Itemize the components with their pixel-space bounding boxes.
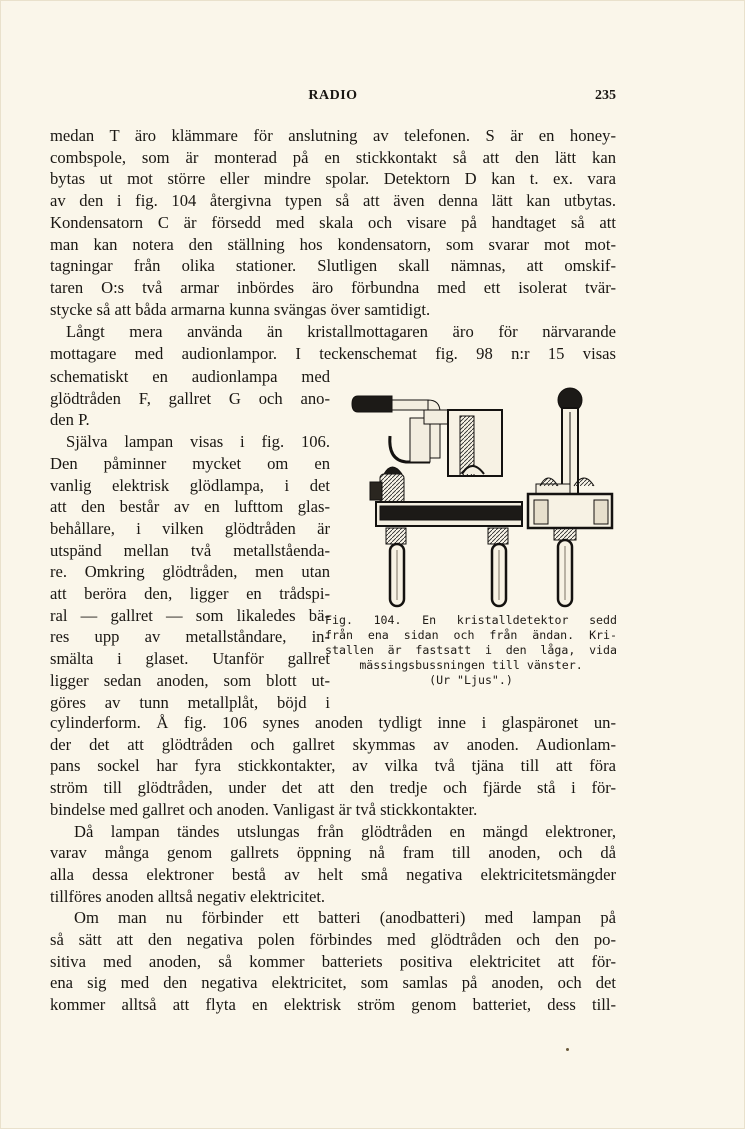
text-line: Den påminner mycket om en bbox=[50, 453, 330, 473]
caption-line: från ena sidan och från ändan. Kri- bbox=[325, 628, 617, 642]
text-line: varav många genom gallrets öppning nå fram till anoden, och då bbox=[50, 843, 616, 863]
text-line: Kondensatorn C är försedd med skala och visare på handtaget så att bbox=[50, 212, 616, 232]
text-line: re. Omkring glödtråden, men utan bbox=[50, 562, 330, 582]
text-line: bytas ut mot större eller mindre spolar. Detektorn D kan t. ex. vara bbox=[50, 169, 616, 189]
text-line: behållare, i vilken glödtråden är bbox=[50, 518, 330, 538]
text-line: bindelse med gallret och anoden. Vanligast är två stickkontakter. bbox=[50, 799, 478, 819]
text-line: utspänd mellan två metallståenda- bbox=[50, 540, 330, 560]
text-line: vanlig elektrisk glödlampa, i det bbox=[50, 475, 330, 495]
text-line: Långt mera använda än kristallmottagaren äro för närvarande bbox=[66, 322, 616, 341]
caption-line: (Ur "Ljus".) bbox=[429, 673, 513, 687]
text-line: av den i fig. 104 återgivna typen så att även denna lätt kan utbytas. bbox=[50, 191, 616, 211]
paragraph-1 bbox=[50, 125, 616, 320]
text-line: medan T äro klämmare för anslutning av telefonen. S är en honey- bbox=[50, 126, 616, 145]
text-line: ligger sedan anoden, som blott ut- bbox=[50, 670, 330, 690]
page-header bbox=[50, 88, 616, 110]
crystal-detector-drawing bbox=[340, 378, 622, 618]
text-line: Om man nu förbinder ett batteri (anodbatteri) med lampan på bbox=[74, 908, 616, 928]
paper-speck bbox=[566, 1048, 569, 1051]
text-line: der det att glödtråden och gallret skymmas av anoden. Audionlam- bbox=[50, 734, 616, 754]
caption-line: Fig. 104. En kristalldetektor sedd bbox=[325, 613, 617, 627]
text-line: taren O:s två armar inbördes äro förbundna med ett isolerat tvär- bbox=[50, 277, 616, 297]
text-line: ström till glödtråden, under det att den tredje och fjärde stå i för- bbox=[50, 778, 616, 798]
text-line: stycke så att båda armarna kunna svängas över samtidigt. bbox=[50, 299, 431, 319]
text-line: glödtråden F, gallret G och ano- bbox=[50, 388, 330, 408]
side-view bbox=[352, 396, 522, 606]
text-line: cylinderform. Å fig. 106 synes anoden tydligt inne i glaspäronet un- bbox=[50, 713, 616, 732]
text-line: alla dessa elektroner bestå av helt små negativa elektricitetsmängder bbox=[50, 864, 616, 884]
figure-caption bbox=[325, 613, 617, 688]
text-line: kommer alltså att flyta en elektrisk ström genom batteriet, dess till- bbox=[50, 995, 616, 1015]
text-line: mottagare med audionlampor. I teckenschemat fig. 98 n:r 15 visas bbox=[50, 343, 616, 363]
text-line: tagningar från olika stationer. Slutligen skall nämnas, att omskif- bbox=[50, 256, 616, 276]
text-line: tillföres anoden alltså negativ elektricitet. bbox=[50, 886, 326, 906]
wrapped-text-column bbox=[50, 366, 330, 713]
text-line: combspole, som är monterad på en stickkontakt så att den lätt kan bbox=[50, 147, 616, 167]
lower-text bbox=[50, 712, 616, 1016]
text-line: den P. bbox=[50, 410, 90, 430]
page-number: 235 bbox=[595, 88, 616, 103]
end-view bbox=[528, 388, 612, 606]
text-line: att beröra den, ligger en trådspi- bbox=[50, 584, 330, 604]
paragraph-2 bbox=[50, 321, 616, 364]
text-line: ena sig med den negativa elektricitet, som samlas på anoden, och det bbox=[50, 973, 616, 993]
text-line: man kan notera den ställning hos kondensatorn, som svarar mot mot- bbox=[50, 234, 616, 254]
text-line: göres av tunn metallplåt, böjd i bbox=[50, 692, 330, 712]
text-line: schematiskt en audionlampa med bbox=[50, 367, 330, 386]
text-line: smälta i glaset. Utanför gallret bbox=[50, 649, 330, 669]
caption-line: stallen är fastsatt i den låga, vida bbox=[325, 643, 617, 657]
text-line: Då lampan tändes utslungas från glödtråden en mängd elektroner, bbox=[74, 821, 616, 841]
text-line: pans sockel har fyra stickkontakter, av vilka två tjäna till att föra bbox=[50, 756, 616, 776]
text-line: ral — gallret — som likaledes bä- bbox=[50, 605, 330, 625]
text-line: res upp av metallståndare, in- bbox=[50, 627, 330, 647]
text-line: så sätt att den negativa polen förbindes med glödtråden och den po- bbox=[50, 930, 616, 950]
text-line: Själva lampan visas i fig. 106. bbox=[66, 432, 330, 452]
text-line: att den består av en lufttom glas- bbox=[50, 497, 330, 517]
crystal-detector-illustration bbox=[340, 378, 622, 618]
caption-line: mässingsbussningen till vänster. bbox=[359, 658, 583, 672]
text-line: sitiva med anoden, så kommer batteriets positiva elektricitet att för- bbox=[50, 951, 616, 971]
running-title: RADIO bbox=[308, 88, 358, 103]
